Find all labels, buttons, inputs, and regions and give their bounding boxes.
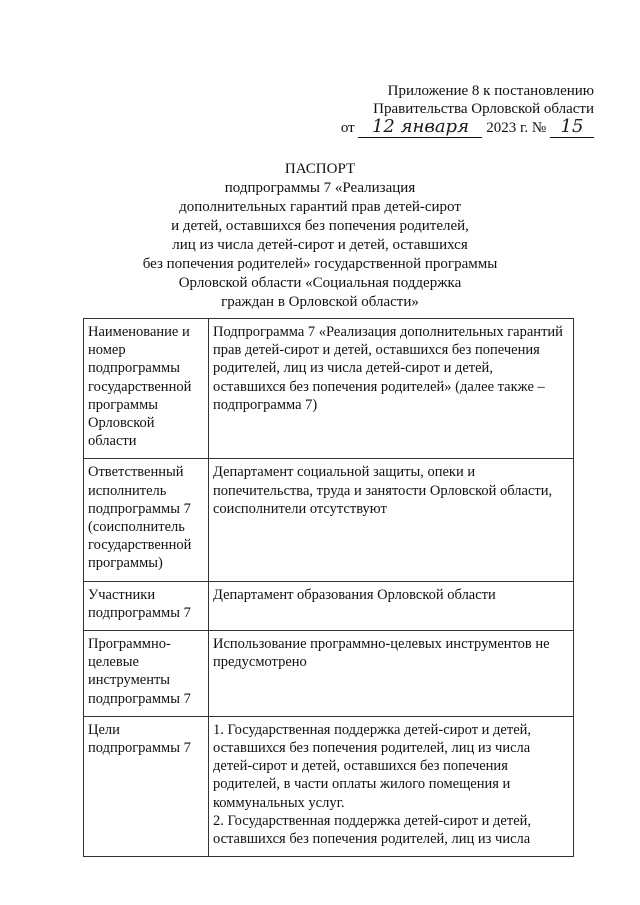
title-line: без попечения родителей» государственной программы xyxy=(142,256,498,272)
row-label: Цели подпрограммы 7 xyxy=(84,716,209,856)
from-prefix: от xyxy=(340,120,355,136)
row-value: Подпрограмма 7 «Реализация дополнительных гарантий прав детей-сирот и детей, оставшихся без попечения родителей, лиц из числа детей-сирот и детей, оставшихся без попечения родителей» (далее также – подпрограмма 7) xyxy=(209,319,574,459)
passport-table xyxy=(83,318,574,857)
row-value: Использование программно-целевых инструментов не предусмотрено xyxy=(209,631,574,717)
row-value: Департамент социальной защиты, опеки и попечительства, труда и занятости Орловской области, соисполнители отсутствуют xyxy=(209,459,574,581)
date-number-line xyxy=(341,118,594,138)
row-value: Департамент образования Орловской области xyxy=(209,581,574,630)
table-row xyxy=(84,581,574,630)
row-label: Ответственный исполнитель подпрограммы 7 (соисполнитель государственной программы) xyxy=(84,459,209,581)
row-label: Наименование и номер подпрограммы государственной программы Орловской области xyxy=(84,319,209,459)
table-row xyxy=(84,716,574,856)
passport-title xyxy=(0,160,640,312)
handwritten-number: 15 xyxy=(550,118,594,138)
title-line: Орловской области «Социальная поддержка xyxy=(178,275,462,291)
title-line: и детей, оставшихся без попечения родителей, xyxy=(171,218,469,234)
title-line: граждан в Орловской области» xyxy=(221,294,419,310)
title-line: дополнительных гарантий прав детей-сирот xyxy=(179,199,461,215)
table-row xyxy=(84,319,574,459)
title-line: ПАСПОРТ xyxy=(284,161,356,177)
government-line: Правительства Орловской области xyxy=(373,101,594,117)
table-row xyxy=(84,631,574,717)
title-line: подпрограммы 7 «Реализация xyxy=(224,180,416,196)
handwritten-date: 12 января xyxy=(358,118,482,138)
title-line: лиц из числа детей-сирот и детей, оставшихся xyxy=(172,237,468,253)
row-label: Программно-целевые инструменты подпрограммы 7 xyxy=(84,631,209,717)
row-value: 1. Государственная поддержка детей-сирот и детей, оставшихся без попечения родителей, лиц из числа детей-сирот и детей, оставшихся без попечения родителей, в части оплаты жилого помещения и коммунальных услуг. 2. Государственная поддержка детей-сирот и детей, оставшихся без попечения родителей, лиц из числа xyxy=(209,716,574,856)
table-row xyxy=(84,459,574,581)
year-number-label: 2023 г. № xyxy=(486,120,547,136)
appendix-line: Приложение 8 к постановлению xyxy=(387,83,594,99)
row-label: Участники подпрограммы 7 xyxy=(84,581,209,630)
